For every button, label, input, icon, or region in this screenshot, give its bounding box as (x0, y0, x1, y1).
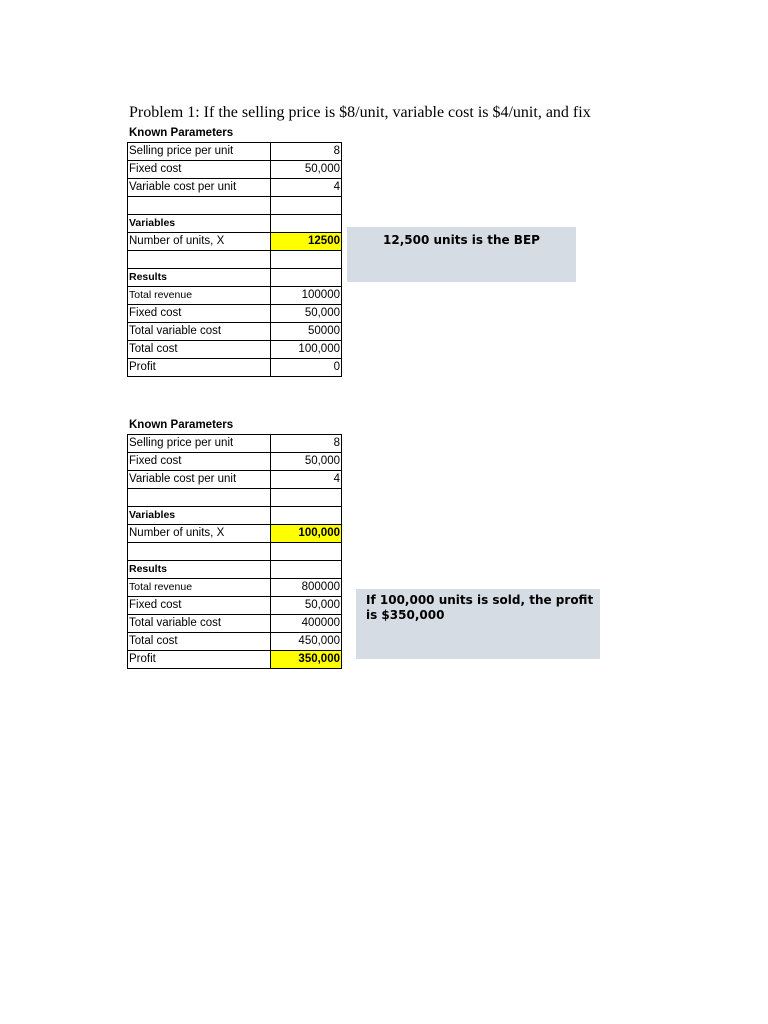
empty-cell[interactable] (271, 251, 342, 269)
fixed-cost-value[interactable]: 50,000 (271, 597, 342, 615)
empty-cell[interactable] (271, 197, 342, 215)
variable-cost-label[interactable]: Variable cost per unit (128, 471, 271, 489)
table-row (128, 579, 342, 597)
selling-price-label[interactable]: Selling price per unit (128, 143, 271, 161)
total-cost-label[interactable]: Total cost (128, 633, 271, 651)
fixed-cost-label[interactable]: Fixed cost (128, 305, 271, 323)
profit-label[interactable]: Profit (128, 651, 271, 669)
table-row (128, 179, 342, 197)
table-row (128, 453, 342, 471)
table-row (128, 597, 342, 615)
table-row (128, 323, 342, 341)
empty-cell[interactable] (271, 561, 342, 579)
empty-cell[interactable] (271, 269, 342, 287)
table-row (128, 633, 342, 651)
fixed-cost-label[interactable]: Fixed cost (128, 161, 271, 179)
table-row (128, 197, 342, 215)
total-revenue-label[interactable]: Total revenue (128, 287, 271, 305)
total-cost-label[interactable]: Total cost (128, 341, 271, 359)
table-row (128, 615, 342, 633)
profit-note-box[interactable]: If 100,000 units is sold, the profit is $350,000 (356, 589, 600, 659)
variable-cost-value[interactable]: 4 (271, 471, 342, 489)
table-row (128, 435, 342, 453)
total-cost-value[interactable]: 450,000 (271, 633, 342, 651)
fixed-cost-label[interactable]: Fixed cost (128, 453, 271, 471)
total-variable-cost-value[interactable]: 50000 (271, 323, 342, 341)
table-row (128, 161, 342, 179)
empty-cell[interactable] (128, 251, 271, 269)
variables-heading[interactable]: Variables (128, 507, 271, 525)
empty-cell[interactable] (128, 197, 271, 215)
empty-cell[interactable] (271, 489, 342, 507)
fixed-cost-value[interactable]: 50,000 (271, 161, 342, 179)
table-row (128, 251, 342, 269)
total-cost-value[interactable]: 100,000 (271, 341, 342, 359)
selling-price-label[interactable]: Selling price per unit (128, 435, 271, 453)
known-parameters-heading: Known Parameters (129, 127, 234, 139)
table-row (128, 489, 342, 507)
table-row (128, 287, 342, 305)
profit-value[interactable]: 350,000 (271, 651, 342, 669)
units-label[interactable]: Number of units, X (128, 525, 271, 543)
total-variable-cost-label[interactable]: Total variable cost (128, 323, 271, 341)
empty-cell[interactable] (271, 215, 342, 233)
results-heading[interactable]: Results (128, 269, 271, 287)
variable-cost-value[interactable]: 4 (271, 179, 342, 197)
table-row (128, 525, 342, 543)
bep-note-box[interactable]: 12,500 units is the BEP (347, 227, 576, 282)
selling-price-value[interactable]: 8 (271, 143, 342, 161)
fixed-cost-value[interactable]: 50,000 (271, 453, 342, 471)
problem-title: Problem 1: If the selling price is $8/unit, variable cost is $4/unit, and fix (129, 104, 591, 121)
known-parameters-table (127, 142, 342, 377)
table-row (128, 269, 342, 287)
calc-block-2 (127, 417, 341, 669)
units-label[interactable]: Number of units, X (128, 233, 271, 251)
total-revenue-value[interactable]: 100000 (271, 287, 342, 305)
table-row (128, 341, 342, 359)
units-value[interactable]: 12500 (271, 233, 342, 251)
table-row (128, 215, 342, 233)
total-revenue-value[interactable]: 800000 (271, 579, 342, 597)
variable-cost-label[interactable]: Variable cost per unit (128, 179, 271, 197)
empty-cell[interactable] (128, 489, 271, 507)
table-row (128, 507, 342, 525)
empty-cell[interactable] (128, 543, 271, 561)
table-row (128, 233, 342, 251)
empty-cell[interactable] (271, 543, 342, 561)
profit-label[interactable]: Profit (128, 359, 271, 377)
table-row (128, 651, 342, 669)
fixed-cost-label[interactable]: Fixed cost (128, 597, 271, 615)
empty-cell[interactable] (271, 507, 342, 525)
total-variable-cost-value[interactable]: 400000 (271, 615, 342, 633)
table-row (128, 561, 342, 579)
selling-price-value[interactable]: 8 (271, 435, 342, 453)
table-row (128, 359, 342, 377)
known-parameters-table (127, 434, 342, 669)
table-row (128, 305, 342, 323)
known-parameters-heading: Known Parameters (129, 419, 234, 431)
table-row (128, 543, 342, 561)
table-row (128, 143, 342, 161)
calc-block-1 (127, 125, 341, 377)
results-heading[interactable]: Results (128, 561, 271, 579)
fixed-cost-value[interactable]: 50,000 (271, 305, 342, 323)
table-row (128, 471, 342, 489)
profit-value[interactable]: 0 (271, 359, 342, 377)
variables-heading[interactable]: Variables (128, 215, 271, 233)
total-variable-cost-label[interactable]: Total variable cost (128, 615, 271, 633)
units-value[interactable]: 100,000 (271, 525, 342, 543)
total-revenue-label[interactable]: Total revenue (128, 579, 271, 597)
